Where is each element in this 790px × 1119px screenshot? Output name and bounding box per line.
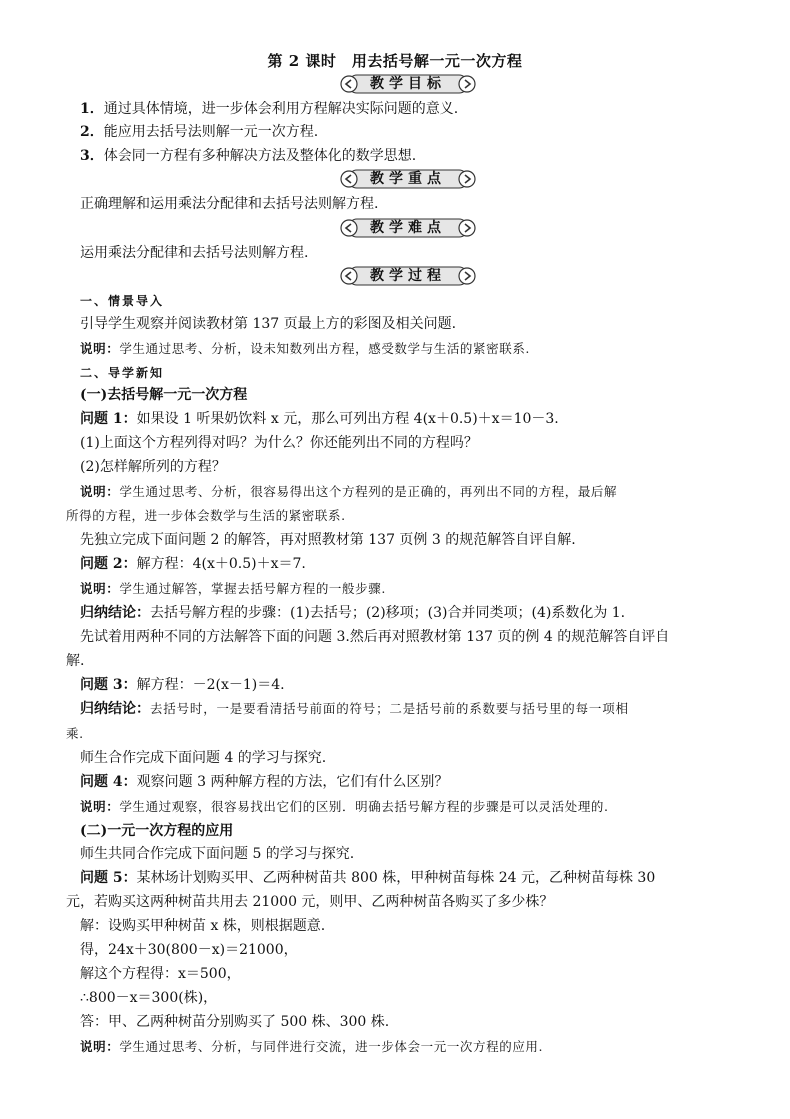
solution-line-4: ∴800－x＝300(株)， bbox=[80, 990, 218, 1006]
paragraph-4-intro: 师生合作完成下面问题 4 的学习与探究. bbox=[80, 750, 327, 766]
paragraph-2-intro: 先独立完成下面问题 2 的解答，再对照教材第 137 页例 3 的规范解答自评自解. bbox=[80, 532, 576, 548]
badge-difficulties-label: 教学难点 bbox=[370, 220, 446, 236]
section-heading-intro: 一、情景导入 bbox=[80, 294, 165, 308]
question-5-line-1: 问题 5：某林场计划购买甲、乙两种树苗共 800 株，甲种树苗每株 24 元，乙种树苗每株 30 bbox=[80, 870, 656, 886]
intro-paragraph: 引导学生观察并阅读教材第 137 页最上方的彩图及相关问题. bbox=[80, 316, 457, 332]
page-title: 第 2 课时 用去括号解一元一次方程 bbox=[267, 52, 523, 70]
objective-1: 1．通过具体情境，进一步体会利用方程解决实际问题的意义. bbox=[80, 101, 459, 117]
summary-2-line-1: 归纳结论：去括号时，一是要看清括号前面的符号；二是括号前的系数要与括号里的每一项相 bbox=[80, 701, 629, 717]
solution-line-2: 得，24x＋30(800－x)＝21000， bbox=[80, 942, 298, 958]
question-1-b: (2)怎样解所列的方程？ bbox=[80, 459, 226, 475]
note-2: 说明：学生通过解答，掌握去括号解方程的一般步骤. bbox=[80, 581, 386, 596]
badge-key-points-label: 教学重点 bbox=[370, 171, 446, 187]
objective-2: 2．能应用去括号法则解一元一次方程. bbox=[80, 124, 319, 140]
question-4: 问题 4：观察问题 3 两种解方程的方法，它们有什么区别？ bbox=[80, 774, 449, 790]
summary-2-line-2: 乘. bbox=[66, 726, 84, 741]
badge-objectives bbox=[338, 73, 478, 95]
question-1: 问题 1：如果设 1 听果奶饮料 x 元，那么可列出方程 4(x＋0.5)＋x＝10－3. bbox=[80, 411, 559, 427]
solution-line-5: 答：甲、乙两种树苗分别购买了 500 株、300 株. bbox=[80, 1014, 390, 1030]
objective-3: 3．体会同一方程有多种解决方法及整体化的数学思想. bbox=[80, 148, 417, 164]
badge-process-label: 教学过程 bbox=[370, 268, 446, 284]
badge-key-points bbox=[338, 168, 478, 190]
paragraph-3-line-2: 解. bbox=[66, 653, 85, 669]
question-3: 问题 3：解方程：－2(x－1)＝4. bbox=[80, 677, 285, 693]
summary-1: 归纳结论：去括号解方程的步骤：(1)去括号；(2)移项；(3)合并同类项；(4)系数化为 1. bbox=[80, 605, 626, 621]
intro-note: 说明：学生通过思考、分析，设未知数列出方程，感受数学与生活的紧密联系. bbox=[80, 341, 530, 356]
solution-line-1: 解：设购买甲种树苗 x 株，则根据题意. bbox=[80, 918, 326, 934]
question-2: 问题 2：解方程：4(x＋0.5)＋x＝7. bbox=[80, 556, 306, 572]
section-heading-new: 二、导学新知 bbox=[80, 366, 165, 380]
note-1-line-1: 说明：学生通过思考、分析，很容易得出这个方程列的是正确的，再列出不同的方程，最后解 bbox=[80, 484, 618, 499]
badge-process bbox=[338, 265, 478, 287]
paragraph-5-intro: 师生共同合作完成下面问题 5 的学习与探究. bbox=[80, 846, 355, 862]
badge-difficulties bbox=[338, 217, 478, 239]
note-4: 说明：学生通过思考、分析，与同伴进行交流，进一步体会一元一次方程的应用. bbox=[80, 1039, 544, 1054]
solution-line-3: 解这个方程得：x＝500， bbox=[80, 966, 241, 982]
key-point-text: 正确理解和运用乘法分配律和去括号法则解方程. bbox=[80, 196, 379, 212]
question-1-a: (1)上面这个方程列得对吗？为什么？你还能列出不同的方程吗？ bbox=[80, 435, 478, 451]
question-5-line-2: 元，若购买这两种树苗共用去 21000 元，则甲、乙两种树苗各购买了多少株？ bbox=[66, 894, 554, 910]
paragraph-3-line-1: 先试着用两种不同的方法解答下面的问题 3.然后再对照教材第 137 页的例 4 的规范解答自评自 bbox=[80, 629, 670, 645]
note-3: 说明：学生通过观察，很容易找出它们的区别．明确去括号解方程的步骤是可以灵活处理的. bbox=[80, 799, 609, 814]
note-1-line-2: 所得的方程，进一步体会数学与生活的紧密联系. bbox=[66, 508, 346, 523]
part2-heading: (二)一元一次方程的应用 bbox=[80, 823, 234, 839]
badge-objectives-label: 教学目标 bbox=[370, 76, 446, 92]
difficulty-text: 运用乘法分配律和去括号法则解方程. bbox=[80, 245, 309, 261]
part1-heading: (一)去括号解一元一次方程 bbox=[80, 387, 248, 403]
